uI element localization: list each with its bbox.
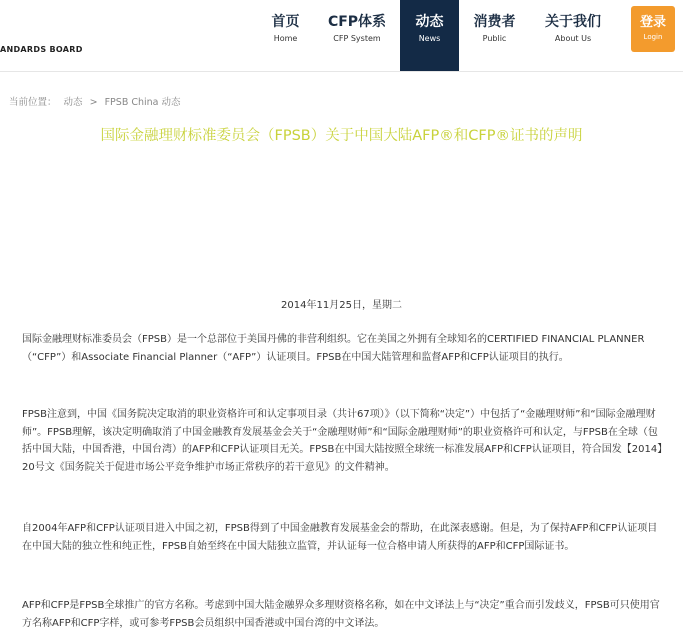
nav-item-about-us[interactable]	[540, 0, 606, 71]
breadcrumb-label: 当前位置：	[9, 97, 57, 108]
login-label: 登录	[639, 15, 666, 30]
site-header	[0, 0, 683, 72]
nav-item-label: 动态	[415, 14, 444, 30]
breadcrumb	[9, 94, 185, 108]
nav-item-public[interactable]	[468, 0, 521, 71]
breadcrumb-separator: >	[89, 97, 98, 108]
article-title: 国际金融理财标准委员会（FPSB）关于中国大陆AFP®和CFP®证书的声明	[100, 128, 583, 144]
breadcrumb-link-fpsb-china-news[interactable]: FPSB China 动态	[104, 97, 181, 108]
nav-item-label: 消费者	[473, 14, 516, 30]
article-date: 2014年11月25日，星期二	[281, 300, 402, 311]
nav-item-news[interactable]	[400, 0, 459, 71]
article-paragraph: AFP和CFP是FPSB全球推广的官方名称。考虑到中国大陆金融界众多理财资格名称，如在中文译法上与“决定”重合而引发歧义，FPSB可只使用官方名称AFP和CFP字样，或可参考FPSB会员组织中国香港或中国台湾的中文译法。	[22, 600, 660, 629]
article-paragraph: 国际金融理财标准委员会（FPSB）是一个总部位于美国丹佛的非营利组织。它在美国之外拥有全球知名的CERTIFIED FINANCIAL PLANNER（“CFP”）和Associate Financial Planner（“AFP”）认证项目。FPSB在中国大陆管理和监督AFP和CFP认证项目的执行。	[22, 334, 645, 363]
nav-item-sublabel: News	[418, 34, 441, 43]
nav-item-sublabel: About Us	[554, 34, 592, 43]
nav-item-label: 首页	[271, 14, 300, 30]
login-button[interactable]	[631, 6, 675, 52]
nav-item-label: 关于我们	[545, 14, 601, 30]
site-logo[interactable]: ANDARDS BOARD	[0, 45, 83, 54]
nav-item-home[interactable]	[263, 0, 308, 71]
article-paragraph: 自2004年AFP和CFP认证项目进入中国之初，FPSB得到了中国金融教育发展基金会的帮助，在此深表感谢。但是，为了保持AFP和CFP认证项目在中国大陆的独立性和纯正性，FPSB自始至终在中国大陆独立监管，并认证每一位合格申请人所获得的AFP和CFP国际证书。	[22, 523, 658, 552]
login-sublabel: Login	[643, 33, 663, 41]
nav-item-cfp-system[interactable]	[325, 0, 389, 71]
breadcrumb-link-news[interactable]: 动态	[63, 97, 83, 108]
article-paragraph: FPSB注意到，中国《国务院决定取消的职业资格许可和认定事项目录（共计67项）》（以下简称“决定”）中包括了“金融理财师”和“国际金融理财师”。FPSB理解，该决定明确取消了中国金融教育发展基金会关于“金融理财师”和“国际金融理财师”的职业资格许可和认定，与FPSB在全球（包括中国大陆，中国香港，中国台湾）的AFP和CFP认证项目无关。FPSB在中国大陆按照全球统一标准发展AFP和CFP认证项目，符合国发【2014】20号文《国务院关于促进市场公平竞争维护市场正常秩序的若干意见》的文件精神。	[22, 409, 663, 473]
nav-item-sublabel: CFP System	[333, 34, 381, 43]
nav-item-label: CFP体系	[327, 14, 387, 30]
nav-item-sublabel: Home	[273, 34, 298, 43]
nav-item-sublabel: Public	[482, 34, 507, 43]
